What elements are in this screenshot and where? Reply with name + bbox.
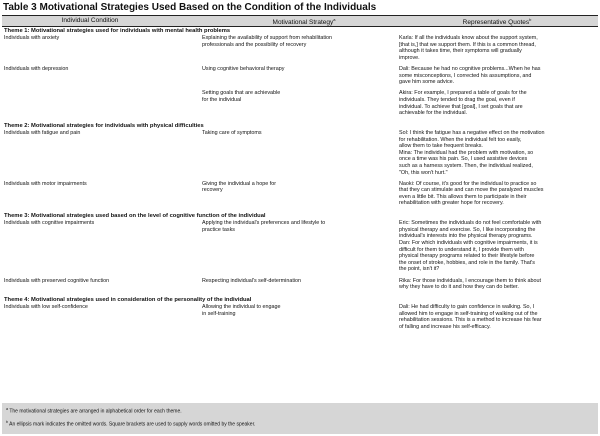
header-individual-condition [2,17,178,24]
strategy-line: Setting goals that are achievable [202,90,281,97]
header-representative-quotes [402,17,592,26]
condition-cell: Individuals with preserved cognitive function [4,277,110,284]
quote-line: the point, isn't it? [399,266,440,273]
quote-line: achievable for the individual. [399,110,468,117]
strategy-cell [202,35,382,48]
quote-line: Akira: For example, I prepared a table of goals for the [399,90,527,97]
quote-line: difficult for them to understand it, I provide them with [399,246,524,253]
strategy-line: Explaining the availability of support from rehabilitation [202,35,333,42]
quote-line: some misconceptions, I corrected his assumptions, and [399,72,532,79]
quote-line: allow them to take frequent breaks. [399,143,483,150]
quote-line: why they have to do it and how they can do better. [399,284,519,291]
condition-cell: Individuals with fatigue and pain [4,130,81,136]
header-representative-quotes-label: Representative Quotes [462,19,530,27]
theme-heading: Theme 1: Motivational strategies used for individuals with mental health problems [4,28,231,34]
quote-line: for rehabilitation. When the individual felt too easily, [399,136,522,143]
strategy-cell [202,90,382,103]
motivational-strategies-table [2,15,598,434]
strategy-cell [202,181,382,194]
table-title: Table 3 Motivational Strategies Used Based on the Condition of the Individuals [3,2,377,13]
quote-cell [399,90,589,116]
quote-line: of falling and increase his self-efficacy. [399,323,491,330]
strategy-line: Applying the individual's preferences and lifestyle to [202,220,326,227]
table-header-row [2,16,598,27]
header-strategy-footnote-marker: a [333,17,336,22]
quote-line: such as a harness system. Then, the individual realized, [399,162,533,169]
theme-heading: Theme 2: Motivational strategies for individuals with physical difficulties [4,122,204,129]
quote-line: physical therapy programs related to their lifestyle before [399,253,535,260]
strategy-cell [202,130,382,137]
quote-line: rehabilitation sessions. This is a method to increase his fear [399,317,542,324]
quote-line: [that is,] that we support them. If this is a common thread, [399,41,536,48]
strategy-line: practice tasks [202,226,235,233]
strategy-line: Taking care of symptoms [202,130,262,136]
header-motivational-strategy [216,17,392,26]
quote-line: even a little bit. This allows them to participate in their [399,193,527,200]
quote-line: Eric: Sometimes the individuals do not feel comfortable with [399,220,542,227]
header-individual-condition-label: Individual Condition [61,17,119,24]
condition-cell: Individuals with low self-confidence [4,304,88,310]
quote-cell [399,130,589,176]
condition-cell: Individuals with cognitive impairments [4,220,95,227]
table-footnotes [2,403,598,434]
strategy-line: Respecting individual's self-determination [202,277,302,284]
footnote-b [6,420,255,428]
quote-cell [399,278,589,291]
strategy-line: Allowing the individual to engage [202,304,281,310]
footnote-a-text: The motivational strategies are arranged in alphabetical order for each theme. [9,408,182,415]
quote-line: Karla: If all the individuals know about the support system, [399,35,538,42]
strategy-line: recovery [202,187,223,194]
quote-line: that they can stimulate and can move the paralyzed muscles [399,187,544,194]
theme-heading: Theme 3: Motivational strategies used based on the level of cognitive function of the individual [4,213,266,220]
quote-line: individuals. They tended to drag the goal, even if [399,96,515,103]
strategy-line: in self-training [202,310,236,317]
quote-line: individual's interests into the physical therapy programs. [399,233,533,240]
strategy-cell [202,66,382,73]
quote-line: once a time was his pain. So, I used assistive devices [399,156,528,163]
strategy-line: for the individual [202,96,242,103]
quote-line: Mina: The individual had the problem with motivation, so [399,149,534,156]
quote-line: Dali: Because he had no cognitive problems...When he has [399,66,541,73]
condition-cell: Individuals with motor impairments [4,180,87,187]
quote-line: the onset of stroke, hobbies, and role in the family. That's [399,259,535,266]
quote-line: Naoki: Of course, it's good for the individual to practice so [399,180,537,187]
footnote-a-marker: a [6,407,8,411]
quote-line: Dali: He had difficulty to gain confidence in walking. So, I [399,304,535,310]
theme-heading: Theme 4: Motivational strategies used in consideration of the personality of the individual [4,296,252,303]
quote-line: individual. To achieve that [goal], I set goals that are [399,103,523,110]
quote-line: Rika: For those individuals, I encourage them to think about [399,277,542,284]
quote-line: Dan: For which individuals with cognitive impairments, it is [399,240,538,247]
quote-line: physical therapy and exercise. So, I like incorporating the [399,226,536,233]
footnote-a [6,407,182,415]
quote-line: improve. [399,54,420,61]
quote-line: allowed him to engage in self-training of walking out of the [399,310,538,317]
quote-cell [399,304,589,330]
condition-cell: Individuals with anxiety [4,35,60,42]
quote-line: "Oh, this won't hurt." [399,169,448,176]
quote-line: although it takes time, their symptoms will gradually [399,48,522,55]
strategy-line: professionals and the possibility of recovery [202,41,307,48]
strategy-line: Giving the individual a hope for [202,180,277,187]
quote-cell [399,220,589,273]
table-body [2,27,598,402]
quote-cell [399,181,589,207]
footnote-b-text: An ellipsis mark indicates the omitted words. Square brackets are used to supply words omitted by the speaker. [9,421,256,428]
strategy-line: Using cognitive behavioral therapy [202,66,285,73]
quote-line: rehabilitation with greater hope for recovery. [399,200,504,207]
header-motivational-strategy-label: Motivational Strategy [272,19,334,27]
header-quotes-footnote-marker: b [529,17,532,22]
footnote-b-marker: b [6,420,8,424]
quote-cell [399,35,589,61]
condition-cell: Individuals with depression [4,66,69,73]
strategy-cell [202,304,382,317]
quote-line: Sol: I think the fatigue has a negative effect on the motivation [399,130,545,136]
strategy-cell [202,278,382,285]
strategy-cell [202,220,382,233]
quote-line: gave him some advice. [399,79,455,86]
quote-cell [399,66,589,86]
